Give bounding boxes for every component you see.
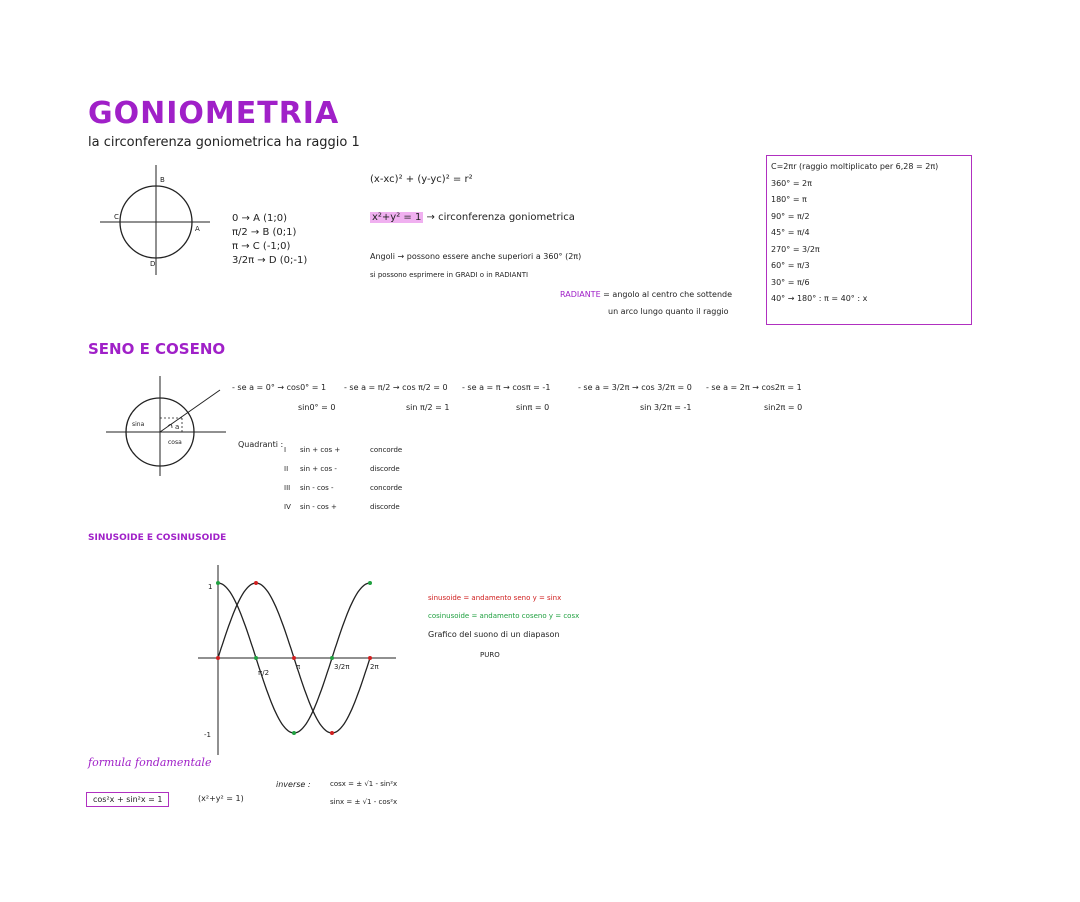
sinusoide-graph xyxy=(198,565,398,765)
fondamentale-alt: (x²+y² = 1) xyxy=(198,794,244,803)
subtitle: la circonferenza goniometrica ha raggio 1 xyxy=(88,135,360,150)
legend-sin: sinusoide = andamento seno xyxy=(428,594,531,602)
sin-point xyxy=(254,581,258,585)
sin-cos-circle-diagram xyxy=(106,376,226,476)
legend-cos: cosinusoide = andamento coseno xyxy=(428,612,547,620)
quadranti-label: Quadranti : xyxy=(238,440,284,449)
radiante-desc-2: un arco lungo quanto il raggio xyxy=(608,307,729,316)
radiante-label: RADIANTE xyxy=(560,290,601,299)
x-tick-3pi2: 3/2π xyxy=(334,663,350,671)
page-title: GONIOMETRIA xyxy=(88,96,340,131)
inverse-cos: cosx = ± √1 - sin²x xyxy=(330,780,398,788)
quadrante-row: IV sin - cos + discorde xyxy=(284,503,400,511)
point-b-label: B xyxy=(160,176,165,184)
legend-puro: PURO xyxy=(480,651,500,659)
point-c: π → C (-1;0) xyxy=(232,241,291,252)
fondamentale-formula: cos²x + sin²x = 1 xyxy=(86,792,169,807)
quadrante-row: I sin + cos + concorde xyxy=(284,446,403,454)
angle-label: a xyxy=(175,423,180,431)
x-tick-pi2: π/2 xyxy=(258,669,270,677)
conversion-line: 60° = π/3 xyxy=(771,261,810,270)
legend-sin-eq: y = sinx xyxy=(532,594,562,602)
conversion-line: C=2πr (raggio moltiplicato per 6,28 = 2π) xyxy=(771,162,939,171)
point-a-label: A xyxy=(195,225,200,233)
x-tick-2pi: 2π xyxy=(370,663,379,671)
conversion-line: 180° = π xyxy=(771,195,807,204)
inverse-sin: sinx = ± √1 - cos²x xyxy=(330,798,398,806)
seno-coseno-title: SENO E COSENO xyxy=(88,340,226,358)
sin-point xyxy=(368,656,372,660)
sin-point xyxy=(216,656,220,660)
sin-label: sina xyxy=(132,421,145,428)
legend-diapason: Grafico del suono di un diapason xyxy=(428,630,560,639)
cos-point xyxy=(292,731,296,735)
conversion-line: 30° = π/6 xyxy=(771,277,810,287)
sin-point xyxy=(330,731,334,735)
inverse-label: inverse : xyxy=(276,780,311,789)
cos-point xyxy=(368,581,372,585)
sin-pi: sinπ = 0 xyxy=(516,403,550,412)
cos-point xyxy=(254,656,258,660)
conversion-line: 270° = 3/2π xyxy=(771,244,820,254)
sin-2pi: sin2π = 0 xyxy=(764,403,803,412)
angles-note: Angoli → possono essere anche superiori a 360° (2π) xyxy=(370,252,582,261)
fondamentale-title: formula fondamentale xyxy=(88,756,212,769)
legend-cos-eq: y = cosx xyxy=(548,612,580,620)
conversion-line: 45° = π/4 xyxy=(771,228,810,237)
cos-label: cosa xyxy=(168,439,182,446)
point-a: 0 → A (1;0) xyxy=(232,213,288,224)
sin-point xyxy=(292,656,296,660)
point-b: π/2 → B (0;1) xyxy=(232,227,297,238)
cos-point xyxy=(330,656,334,660)
case-0: - se a = 0° → cos0° = 1 xyxy=(232,383,327,392)
radiante-desc-1: = angolo al centro che sottende xyxy=(603,290,733,299)
quadrante-row: II sin + cos - discorde xyxy=(284,465,400,473)
case-pi: - se a = π → cosπ = -1 xyxy=(462,383,551,392)
cos-point xyxy=(216,581,220,585)
circle-points xyxy=(232,212,307,268)
conversion-line: 40° → 180° : π = 40° : x xyxy=(771,294,868,303)
conversion-line: 360° = 2π xyxy=(771,178,812,188)
conversion-box xyxy=(766,155,972,325)
sin-0: sin0° = 0 xyxy=(298,403,336,412)
sinusoide-title: SINUSOIDE E COSINUSOIDE xyxy=(88,533,227,543)
quadranti-table xyxy=(284,441,402,517)
y-tick-minus-1: -1 xyxy=(204,731,211,739)
unit-circle-diagram xyxy=(100,165,210,275)
case-pi2: - se a = π/2 → cos π/2 = 0 xyxy=(344,383,448,392)
case-2pi: - se a = 2π → cos2π = 1 xyxy=(706,383,802,392)
angles-units: si possono esprimere in GRADI o in RADIANTI xyxy=(370,271,529,279)
circle-equation: (x-xc)² + (y-yc)² = r² xyxy=(370,174,473,185)
unit-equation-desc: → circonferenza goniometrica xyxy=(426,212,575,223)
x-tick-pi: π xyxy=(296,663,301,671)
unit-equation: x²+y² = 1 xyxy=(372,212,422,223)
case-3pi2: - se a = 3/2π → cos 3/2π = 0 xyxy=(578,383,692,392)
point-d: 3/2π → D (0;-1) xyxy=(232,255,308,266)
point-c-label: C xyxy=(114,213,119,221)
sin-pi2: sin π/2 = 1 xyxy=(406,403,450,412)
sin-3pi2: sin 3/2π = -1 xyxy=(640,403,692,412)
conversion-line: 90° = π/2 xyxy=(771,211,810,221)
quadrante-row: III sin - cos - concorde xyxy=(284,484,403,492)
y-tick-1: 1 xyxy=(208,583,213,591)
point-d-label: D xyxy=(150,260,156,268)
